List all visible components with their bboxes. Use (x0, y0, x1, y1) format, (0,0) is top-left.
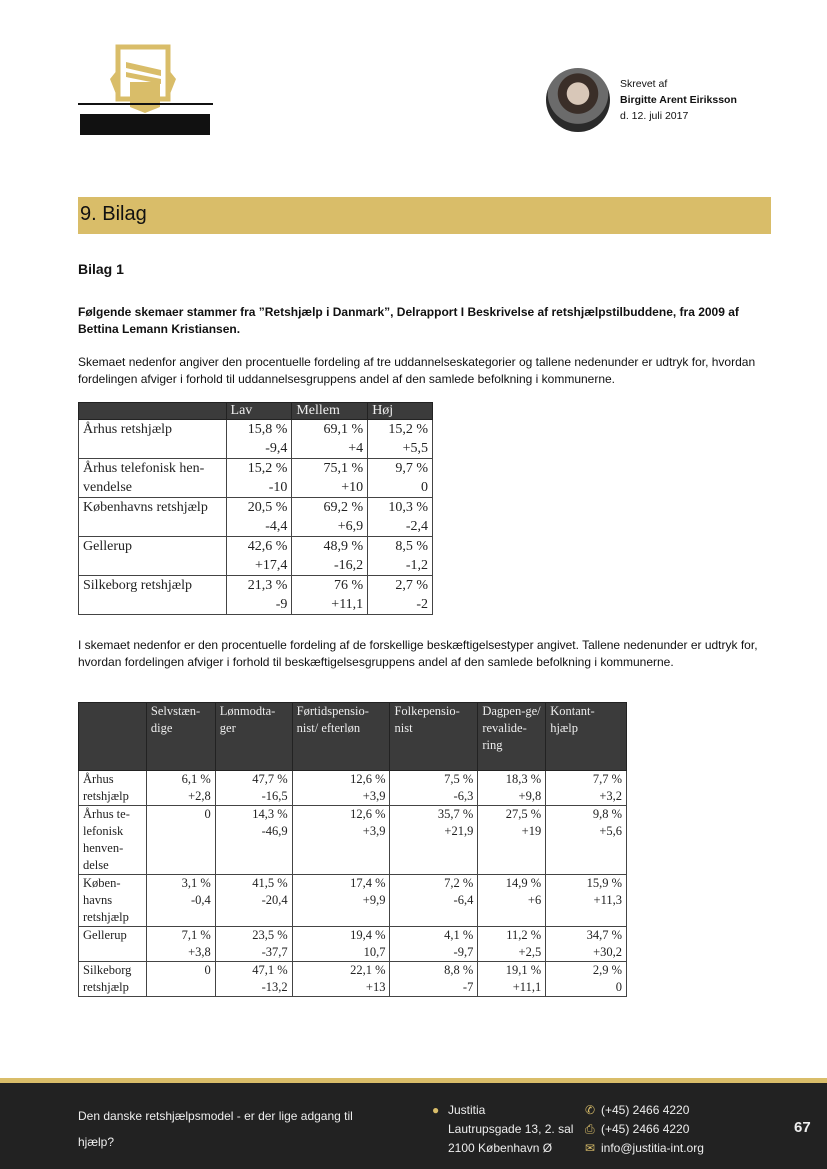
table-cell (546, 771, 627, 806)
deviation-value: 0 (421, 480, 428, 495)
deviation-value: -20,4 (261, 893, 288, 907)
email-icon: ✉ (585, 1141, 596, 1155)
deviation-value: +2,8 (188, 789, 211, 803)
deviation-value: -2 (416, 597, 428, 612)
column-header: Lønmodta-ger (215, 703, 292, 771)
percent-value: 7,7 % (592, 772, 622, 786)
deviation-value: -7 (462, 980, 474, 994)
column-header: Selvstæn-dige (146, 703, 215, 771)
percent-value: 12,6 % (350, 807, 386, 821)
table-row (79, 927, 627, 962)
footer (0, 1083, 827, 1169)
percent-value: 75,1 % (323, 461, 364, 476)
row-label: Køben-havns retshjælp (79, 875, 147, 927)
percent-value: 0 (204, 807, 211, 821)
section-title: 9. Bilag (78, 197, 771, 234)
deviation-value: -16,5 (261, 789, 288, 803)
table-row (79, 875, 627, 927)
deviation-value: +13 (365, 980, 386, 994)
deviation-value: +17,4 (254, 558, 288, 573)
percent-value: 4,1 % (444, 928, 474, 942)
table-cell (478, 927, 546, 962)
footer-phone: (+45) 2466 4220 (601, 1103, 690, 1117)
percent-value: 14,9 % (505, 876, 542, 890)
row-label: Gellerup (79, 537, 227, 576)
deviation-value: +11,1 (331, 597, 364, 612)
percent-value: 0 (204, 963, 211, 977)
table-cell (478, 771, 546, 806)
percent-value: 15,2 % (247, 461, 288, 476)
percent-value: 35,7 % (437, 807, 474, 821)
table-row (79, 459, 433, 498)
table-cell (546, 875, 627, 927)
table-cell (292, 537, 368, 576)
table-cell (390, 927, 478, 962)
deviation-value: +3,2 (599, 789, 622, 803)
percent-value: 8,8 % (444, 963, 474, 977)
percent-value: 15,2 % (388, 422, 428, 437)
percent-value: 7,5 % (444, 772, 474, 786)
percent-value: 9,7 % (395, 461, 428, 476)
column-header: Folkepensio-nist (390, 703, 478, 771)
deviation-value: +3,8 (188, 945, 211, 959)
table-cell (215, 806, 292, 875)
percent-value: 23,5 % (252, 928, 288, 942)
intro-paragraph: Følgende skemaer stammer fra ”Retshjælp i Danmark”, Delrapport I Beskrivelse af retshjælpstilbuddene, fra 2009 af Bettina Lemann Kristiansen. (78, 305, 739, 336)
table-cell (292, 875, 390, 927)
table-cell (368, 420, 433, 459)
column-header: Lav (226, 403, 292, 420)
deviation-value: +5,6 (599, 824, 622, 838)
percent-value: 47,7 % (252, 772, 288, 786)
table-cell (215, 771, 292, 806)
author-date: d. 12. juli 2017 (620, 110, 689, 122)
deviation-value: -16,2 (334, 558, 364, 573)
percent-value: 14,3 % (252, 807, 288, 821)
table-cell (390, 806, 478, 875)
deviation-value: +11,1 (512, 980, 542, 994)
table-row (79, 576, 433, 615)
table-cell (368, 498, 433, 537)
percent-value: 3,1 % (181, 876, 211, 890)
percent-value: 42,6 % (247, 539, 288, 554)
percent-value: 69,2 % (323, 500, 364, 515)
deviation-value: -6,4 (453, 893, 474, 907)
table-row (79, 962, 627, 997)
percent-value: 2,9 % (592, 963, 622, 977)
percent-value: 41,5 % (252, 876, 288, 890)
percent-value: 27,5 % (505, 807, 542, 821)
percent-value: 20,5 % (247, 500, 288, 515)
author-block (546, 68, 737, 132)
table-cell (390, 771, 478, 806)
table-cell (146, 806, 215, 875)
fax-icon: ⎙ (585, 1122, 595, 1136)
table-row (79, 420, 433, 459)
deviation-value: +3,9 (362, 789, 386, 803)
deviation-value: +4 (348, 441, 364, 456)
percent-value: 7,1 % (181, 928, 211, 942)
deviation-value: -9,7 (453, 945, 474, 959)
phone-icon: ✆ (585, 1103, 596, 1117)
table-cell (146, 771, 215, 806)
percent-value: 6,1 % (181, 772, 211, 786)
deviation-value: -9 (275, 597, 288, 612)
table-cell (215, 875, 292, 927)
deviation-value: -37,7 (261, 945, 288, 959)
subheading: Bilag 1 (78, 261, 124, 277)
row-label: Århus te-lefonisk henven-delse (79, 806, 147, 875)
deviation-value: +11,3 (593, 893, 622, 907)
percent-value: 8,5 % (395, 539, 428, 554)
deviation-value (151, 823, 211, 840)
column-header: Høj (368, 403, 433, 420)
deviation-value: -9,4 (265, 441, 288, 456)
percent-value: 18,3 % (505, 772, 542, 786)
percent-value: 17,4 % (350, 876, 386, 890)
table-cell (292, 806, 390, 875)
row-label: Århus retshjælp (79, 771, 147, 806)
table-cell (226, 420, 292, 459)
table-cell (292, 771, 390, 806)
percent-value: 21,3 % (247, 578, 288, 593)
row-label: Silkeborg retshjælp (79, 962, 147, 997)
table-cell (215, 927, 292, 962)
table-cell (292, 459, 368, 498)
deviation-value: 10,7 (363, 945, 386, 959)
table-cell (390, 962, 478, 997)
percent-value: 10,3 % (388, 500, 428, 515)
table-cell (215, 962, 292, 997)
table-cell (292, 420, 368, 459)
employment-table (78, 702, 627, 997)
table-cell (292, 927, 390, 962)
table-cell (478, 806, 546, 875)
deviation-value: -1,2 (405, 558, 428, 573)
percent-value: 2,7 % (395, 578, 428, 593)
table-cell (226, 537, 292, 576)
footer-title: Den danske retshjælpsmodel - er der lige adgang til hjælp? (78, 1109, 353, 1149)
deviation-value: +9,9 (362, 893, 386, 907)
deviation-value: -0,4 (190, 893, 211, 907)
percent-value: 34,7 % (586, 928, 622, 942)
deviation-value (151, 979, 211, 996)
table-cell (146, 875, 215, 927)
table-cell (368, 576, 433, 615)
percent-value: 9,8 % (592, 807, 622, 821)
percent-value: 69,1 % (323, 422, 364, 437)
footer-address-2: 2100 København Ø (448, 1141, 553, 1155)
deviation-value: -2,4 (405, 519, 428, 534)
author-name: Birgitte Arent Eiriksson (620, 94, 737, 106)
page-number: 67 (794, 1119, 811, 1136)
column-header (79, 703, 147, 771)
table-row (79, 498, 433, 537)
row-label: Gellerup (79, 927, 147, 962)
deviation-value: +3,9 (362, 824, 386, 838)
table-cell (478, 875, 546, 927)
paragraph-1: Skemaet nedenfor angiver den procentuelle fordeling af tre uddannelseskategorier og tallene nedenunder er udtryk for, hvordan fordelingen afviger i forhold til uddannelsesgruppens andel af den samlede befolkning i kommunerne. (78, 355, 756, 386)
author-avatar (546, 68, 610, 132)
deviation-value: 0 (615, 980, 622, 994)
footer-email[interactable]: info@justitia-int.org (601, 1141, 704, 1155)
table-cell (292, 498, 368, 537)
justitia-logo (78, 44, 213, 136)
column-header: Mellem (292, 403, 368, 420)
table-cell (292, 962, 390, 997)
table-cell (546, 962, 627, 997)
column-header (79, 403, 227, 420)
author-label: Skrevet af (620, 78, 668, 90)
table-cell (368, 459, 433, 498)
table-cell (546, 927, 627, 962)
table-cell (226, 459, 292, 498)
table-cell (292, 576, 368, 615)
percent-value: 76 % (334, 578, 364, 593)
footer-org: Justitia (448, 1103, 486, 1117)
deviation-value: +21,9 (444, 824, 474, 838)
percent-value: 19,4 % (350, 928, 386, 942)
table-cell (146, 927, 215, 962)
deviation-value: +30,2 (593, 945, 622, 959)
table-row (79, 537, 433, 576)
deviation-value: -4,4 (265, 519, 288, 534)
percent-value: 19,1 % (505, 963, 542, 977)
row-label: Silkeborg retshjælp (79, 576, 227, 615)
percent-value: 15,9 % (586, 876, 622, 890)
column-header: Dagpen-ge/ revalide-ring (478, 703, 546, 771)
percent-value: 47,1 % (252, 963, 288, 977)
table-row (79, 806, 627, 875)
footer-fax: (+45) 2466 4220 (601, 1122, 690, 1136)
column-header: Førtidspensio-nist/ efterløn (292, 703, 390, 771)
footer-address-1: Lautrupsgade 13, 2. sal (448, 1122, 574, 1136)
column-header: Kontant-hjælp (546, 703, 627, 771)
deviation-value: +10 (341, 480, 364, 495)
table-row (79, 771, 627, 806)
table-cell (226, 576, 292, 615)
deviation-value: +6,9 (337, 519, 364, 534)
row-label: Københavns retshjælp (79, 498, 227, 537)
table-cell (368, 537, 433, 576)
percent-value: 12,6 % (350, 772, 386, 786)
location-pin-icon: ● (432, 1103, 440, 1117)
deviation-value: -6,3 (453, 789, 474, 803)
paragraph-2: I skemaet nedenfor er den procentuelle fordeling af de forskellige beskæftigelsestyper angivet. Tallene nedenunder er udtryk for, hvordan fordelingen afviger i forhold til beskæftigelsesgruppens andel af den samlede befolkning i kommunerne. (78, 638, 758, 669)
deviation-value: -46,9 (261, 824, 288, 838)
deviation-value: +5,5 (402, 441, 428, 456)
deviation-value: +6 (527, 893, 542, 907)
deviation-value: -13,2 (261, 980, 288, 994)
percent-value: 22,1 % (350, 963, 386, 977)
table-cell (146, 962, 215, 997)
table-cell (226, 498, 292, 537)
table-cell (478, 962, 546, 997)
percent-value: 15,8 % (247, 422, 288, 437)
percent-value: 11,2 % (506, 928, 542, 942)
percent-value: 48,9 % (323, 539, 364, 554)
deviation-value: +9,8 (518, 789, 542, 803)
deviation-value: +19 (521, 824, 542, 838)
deviation-value: -10 (268, 480, 288, 495)
deviation-value: +2,5 (518, 945, 542, 959)
row-label: Århus telefonisk hen-vendelse (79, 459, 227, 498)
percent-value: 7,2 % (444, 876, 474, 890)
table-cell (546, 806, 627, 875)
table-cell (390, 875, 478, 927)
education-table (78, 402, 433, 615)
row-label: Århus retshjælp (79, 420, 227, 459)
